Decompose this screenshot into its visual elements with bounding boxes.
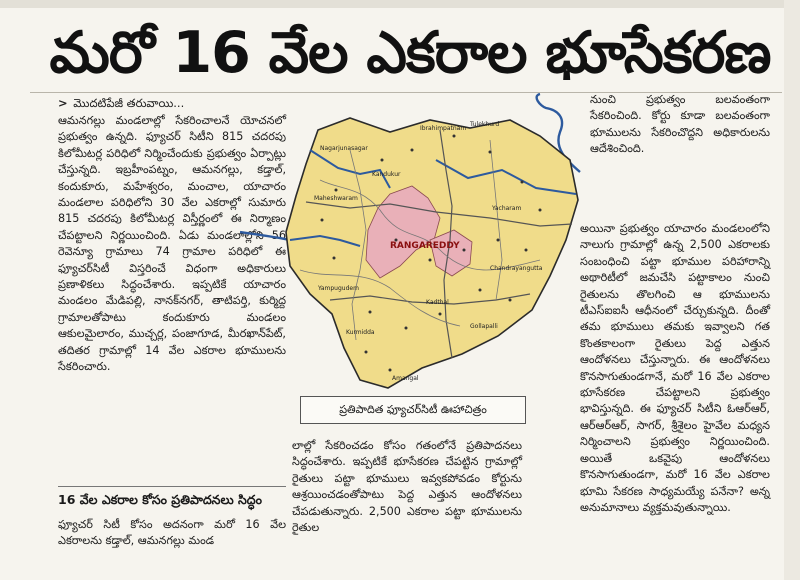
column-1-continued-text: ఫ్యూచర్ సిటీ కోసం అదనంగా మరో 16 వేల ఎకరాలను కడ్తాల్, ఆమనగల్లు మండ	[58, 518, 286, 548]
subhead-divider	[58, 486, 286, 487]
future-city-map	[240, 90, 590, 396]
map-place-label: Yacharam	[492, 205, 522, 212]
headline: మరో 16 వేల ఎకరాల భూసేకరణ	[49, 20, 771, 86]
map-place-label: Tulekhurd	[470, 121, 500, 128]
column-3-text: నుంచి ప్రభుత్వం బలవంతంగా సేకరించింది. కోర్టు కూడా బలవంతంగా భూములను సేకరించొద్దని అధికారులను ఆదేశించింది.	[590, 93, 770, 156]
map-place-label: Kandukur	[372, 171, 401, 178]
map-place-label: Chandrayangutta	[490, 265, 543, 272]
map-place-label: Yampugudem	[318, 285, 359, 292]
kicker-text: మొదటిపేజీ తరువాయి...	[73, 96, 185, 110]
kicker	[58, 94, 184, 112]
map-place-label: Amangal	[392, 375, 419, 382]
map-caption: ప్రతిపాదిత ఫ్యూచర్‌సిటీ ఊహాచిత్రం	[300, 396, 526, 424]
map-center-label: RANGAREDDY	[390, 241, 460, 251]
map-place-label: Kadthal	[426, 299, 449, 306]
map-place-label: Gollapalli	[470, 323, 498, 330]
page-top-strip	[0, 0, 800, 8]
arrow-icon: >	[58, 96, 68, 110]
map-place-label: Maheshwaram	[314, 195, 358, 202]
page-edge	[784, 0, 800, 580]
subheading: 16 వేల ఎకరాల కోసం ప్రతిపాదనలు సిద్ధం	[58, 492, 262, 507]
column-3-continued-text: అయినా ప్రభుత్వం యాచారం మండలంలోని నాలుగు గ్రామాల్లో ఉన్న 2,500 ఎకరాలకు సంబంధించి పట్టా భూముల పరిహారాన్ని అథారిటీలో జమచేసి పట్టాకాలం నుంచి రైతులను తొలగించి ఆ భూములను టీఎస్‌ఐఐసీ ఆధీనంలో చేర్చుకున్నది. దీంతో తమ భూములు తమకు ఇవ్వాలని గత కొంతకాలంగా రైతులు పెద్ద ఎత్తున ఆందోళనలు చేస్తున్నారు. ఈ ఆందోళనలు కొనసాగుతుండగానే, మరో 16 వేల ఎకరాల భూసేకరణ చేపట్టాలని ప్రభుత్వం భావిస్తున్నది. ఈ ఫ్యూచర్ సిటీని ఓఆర్‌ఆర్, ఆర్‌ఆర్‌ఆర్, సాగర్, శ్రీశైలం హైవేల మధ్యన నిర్మించాలని ప్రభుత్వం నిర్ణయించింది. అయితే ఒకవైపు ఆందోళనలు కొనసాగుతుండగా, మరో 16 వేల ఎకరాల భూమి సేకరణ సాధ్యమయ్యే పనేనా? అన్న అనుమానాలు వ్యక్తమవుతున్నాయి.	[580, 222, 770, 514]
map-place-label: Nagarjunasagar	[320, 145, 368, 152]
region-outline	[286, 118, 578, 388]
column-1-text: ఆమనగల్లు మండలాల్లో సేకరించాలనే యోచనలో ప్రభుత్వం ఉన్నది. ఫ్యూచర్ సిటీని 815 చదరపు కిలోమీటర్ల పరిధిలో నిర్మించేందుకు ప్రభుత్వం ఏర్పాట్లు చేస్తున్నది. ఇబ్రహీంపట్నం, ఆమనగల్లు, కడ్తాల్, కందుకూరు, మహేశ్వరం, మంచాల, యాచారం మండలాల పరిధిలోని 30 వేల ఎకరాల్లో సుమారు 815 చదరపు కిలోమీటర్ల విస్తీర్ణంలో ఈ నిర్మాణం చేపట్టాలని నిర్ణయించింది. ఏడు మండలాల్లోని 56 రెవెన్యూ గ్రామాలు 74 గ్రామాల పరిధిలో ఈ ఫ్యూచర్‌సిటీ విస్తరించే విధంగా అధికారులు ప్రణాళికలు సిద్ధంచేశారు. ఇప్పటికే యాచారం మండలం మేడిపల్లి, నానక్‌నగర్, తాటిపర్తి, కుర్మిద్ద గ్రామాలతోపాటు కందుకూరు మండలం ఆకులమైలారం, ముచ్చర్ల, పంజాగూడ, మీరఖాన్‌పేట్, తదితర గ్రామాల్లో 14 వేల ఎకరాల భూములను సేకరించారు.	[58, 114, 286, 374]
map-place-label: Ibrahimpatnam	[420, 125, 467, 132]
road-line	[240, 232, 290, 240]
column-2-text: లాల్లో సేకరించడం కోసం గతంలోనే ప్రతిపాదనలు సిద్ధంచేశారు. ఇప్పటికే భూసేకరణ చేపట్టిన గ్రామాల్లో రైతులు పట్టా భూములు ఇవ్వకపోవడం కోర్టును ఆశ్రయించడంతోపాటు పెద్ద ఎత్తున ఆందోళనలు చేపడుతున్నారు. 2,500 ఎకరాల పట్టా భూములను రైతుల	[292, 439, 522, 535]
map-place-label: Kurmidda	[346, 329, 375, 336]
